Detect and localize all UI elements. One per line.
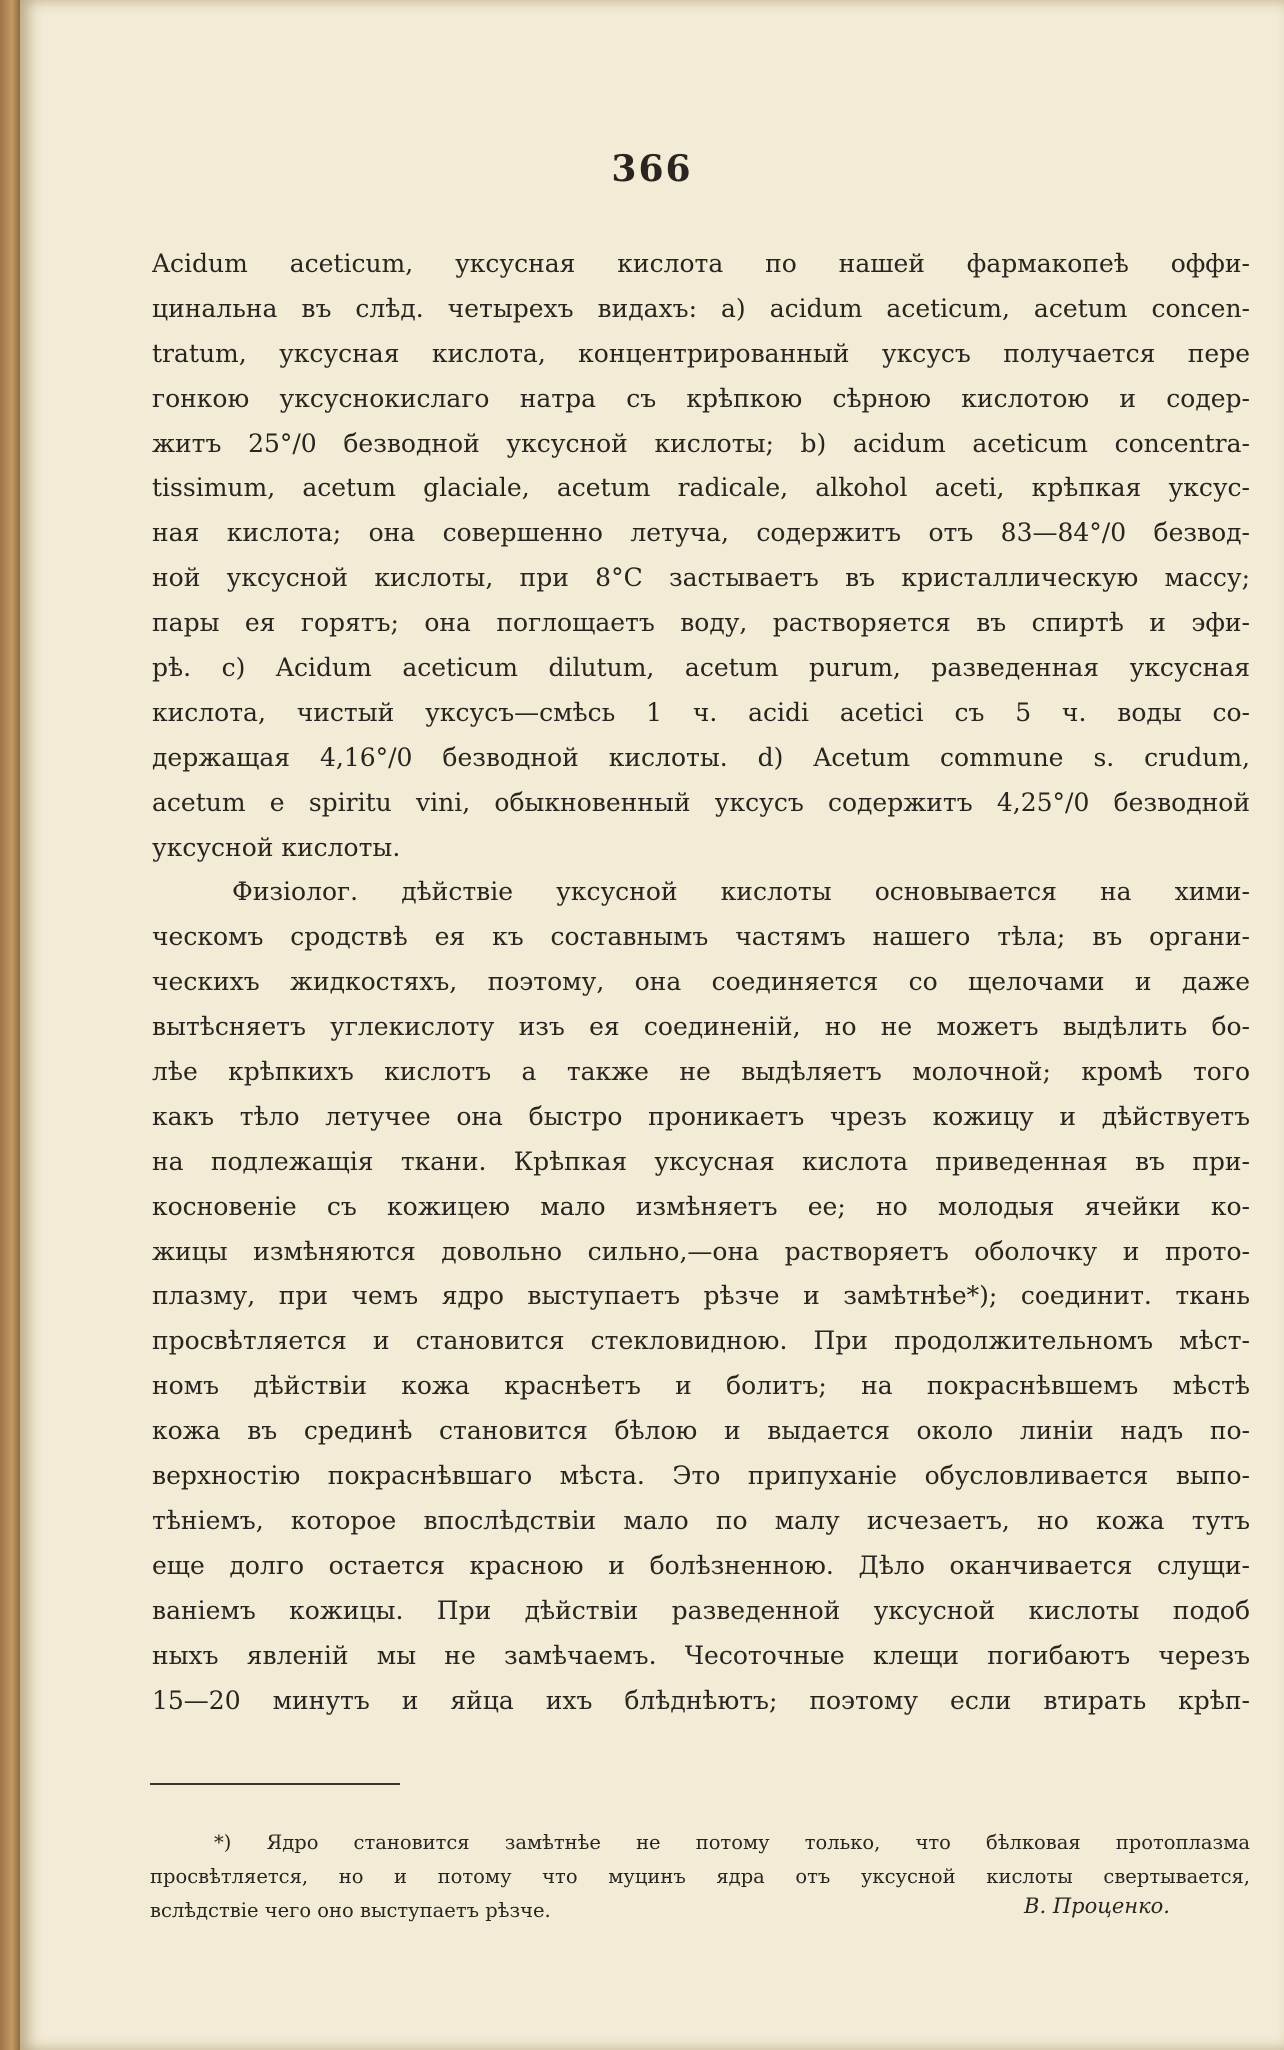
text-line: кислота, чистый уксусъ—смѣсь 1 ч. acidi acetici съ 5 ч. воды со- (152, 697, 1250, 727)
footnote-divider (150, 1783, 400, 1785)
text-line: ческомъ сродствѣ ея къ составнымъ частямъ нашего тѣла; въ органи- (152, 922, 1250, 952)
text-line: Acidum aceticum, уксусная кислота по нашей фармакопеѣ оффи- (152, 249, 1250, 278)
text-line: просвѣтляется и становится стекловидною. При продолжительномъ мѣст- (152, 1326, 1250, 1356)
text-line: ческихъ жидкостяхъ, поэтому, она соединяется со щелочами и даже (152, 967, 1250, 997)
text-line: плазму, при чемъ ядро выступаетъ рѣзче и замѣтнѣе*); соединит. ткань (152, 1281, 1250, 1311)
text-line: 15—20 минутъ и яйца ихъ блѣднѣютъ; поэтому если втирать крѣп- (152, 1685, 1250, 1715)
footnote-line: *) Ядро становится замѣтнѣе не потому только, что бѣлковая протоплазма (214, 1831, 1250, 1854)
text-line: ной уксусной кислоты, при 8°C застываетъ въ кристаллическую массу; (152, 563, 1250, 593)
footnote-line: просвѣтляется, но и потому что муцинъ ядра отъ уксусной кислоты свертывается, (150, 1865, 1250, 1888)
text-line: acetum e spiritu vini, обыкновенный уксусъ содержитъ 4,25°/0 безводной (152, 787, 1250, 817)
text-line: номъ дѣйствіи кожа краснѣетъ и болитъ; на покраснѣвшемъ мѣстѣ (152, 1371, 1250, 1401)
text-line: уксусной кислоты. (152, 832, 401, 862)
text-line: житъ 25°/0 безводной уксусной кислоты; b) acidum aceticum concentra- (152, 428, 1250, 458)
text-line: тѣніемъ, которое впослѣдствіи мало по малу исчезаетъ, но кожа тутъ (152, 1505, 1250, 1535)
footnote-signature: В. Проценко. (1024, 1894, 1170, 1918)
text-line: ваніемъ кожицы. При дѣйствіи разведенной уксусной кислоты подоб (152, 1595, 1250, 1625)
text-line: косновеніе съ кожицею мало измѣняетъ ее; но молодыя ячейки ко- (152, 1191, 1250, 1221)
footnote-last-row (150, 1894, 1250, 1928)
text-line: ная кислота; она совершенно летуча, содержитъ отъ 83—84°/0 безвод- (152, 518, 1250, 548)
page-number: 366 (611, 148, 693, 190)
footnote-line: вслѣдствіе чего оно выступаетъ рѣзче. (150, 1899, 551, 1922)
text-line: пары ея горятъ; она поглощаетъ воду, растворяется въ спиртѣ и эфи- (152, 608, 1250, 638)
footnote (150, 1826, 1250, 1928)
text-line: гонкою уксуснокислаго натра съ крѣпкою сѣрною кислотою и содер- (152, 383, 1250, 413)
text-line: tratum, уксусная кислота, концентрированный уксусъ получается пере (152, 338, 1250, 368)
text-line: кожа въ срединѣ становится бѣлою и выдается около линіи надъ по- (152, 1416, 1250, 1446)
text-line: tissimum, acetum glaciale, acetum radicale, alkohol aceti, крѣпкая уксус- (152, 473, 1250, 503)
text-line: рѣ. c) Acidum aceticum dilutum, acetum purum, разведенная уксусная (152, 653, 1250, 683)
text-line: какъ тѣло летучее она быстро проникаетъ чрезъ кожицу и дѣйствуетъ (152, 1101, 1250, 1131)
text-line: на подлежащія ткани. Крѣпкая уксусная кислота приведенная въ при- (152, 1146, 1250, 1176)
text-line: еще долго остается красною и болѣзненною. Дѣло оканчивается слущи- (152, 1550, 1250, 1580)
text-line: верхностію покраснѣвшаго мѣста. Это припуханіе обусловливается выпо- (152, 1461, 1250, 1491)
text-line: держащая 4,16°/0 безводной кислоты. d) Acetum commune s. crudum, (152, 742, 1250, 772)
paragraph-acetic-acid-forms (152, 242, 1250, 870)
text-line: вытѣсняетъ углекислоту изъ ея соединеній, но не можетъ выдѣлить бо- (152, 1012, 1250, 1042)
main-text (152, 242, 1250, 1723)
text-line: цинальна въ слѣд. четырехъ видахъ: а) acidum aceticum, acetum concen- (152, 293, 1250, 323)
text-line: лѣе крѣпкихъ кислотъ а также не выдѣляетъ молочной; кромѣ того (152, 1057, 1250, 1087)
book-spine (0, 0, 20, 2050)
paragraph-physiological-action (152, 870, 1250, 1723)
text-line: ныхъ явленій мы не замѣчаемъ. Чесоточные клещи погибаютъ черезъ (152, 1640, 1250, 1670)
text-line: Физіолог. дѣйствіе уксусной кислоты основывается на хими- (232, 877, 1250, 907)
text-line: жицы измѣняются довольно сильно,—она растворяетъ оболочку и прото- (152, 1236, 1250, 1266)
